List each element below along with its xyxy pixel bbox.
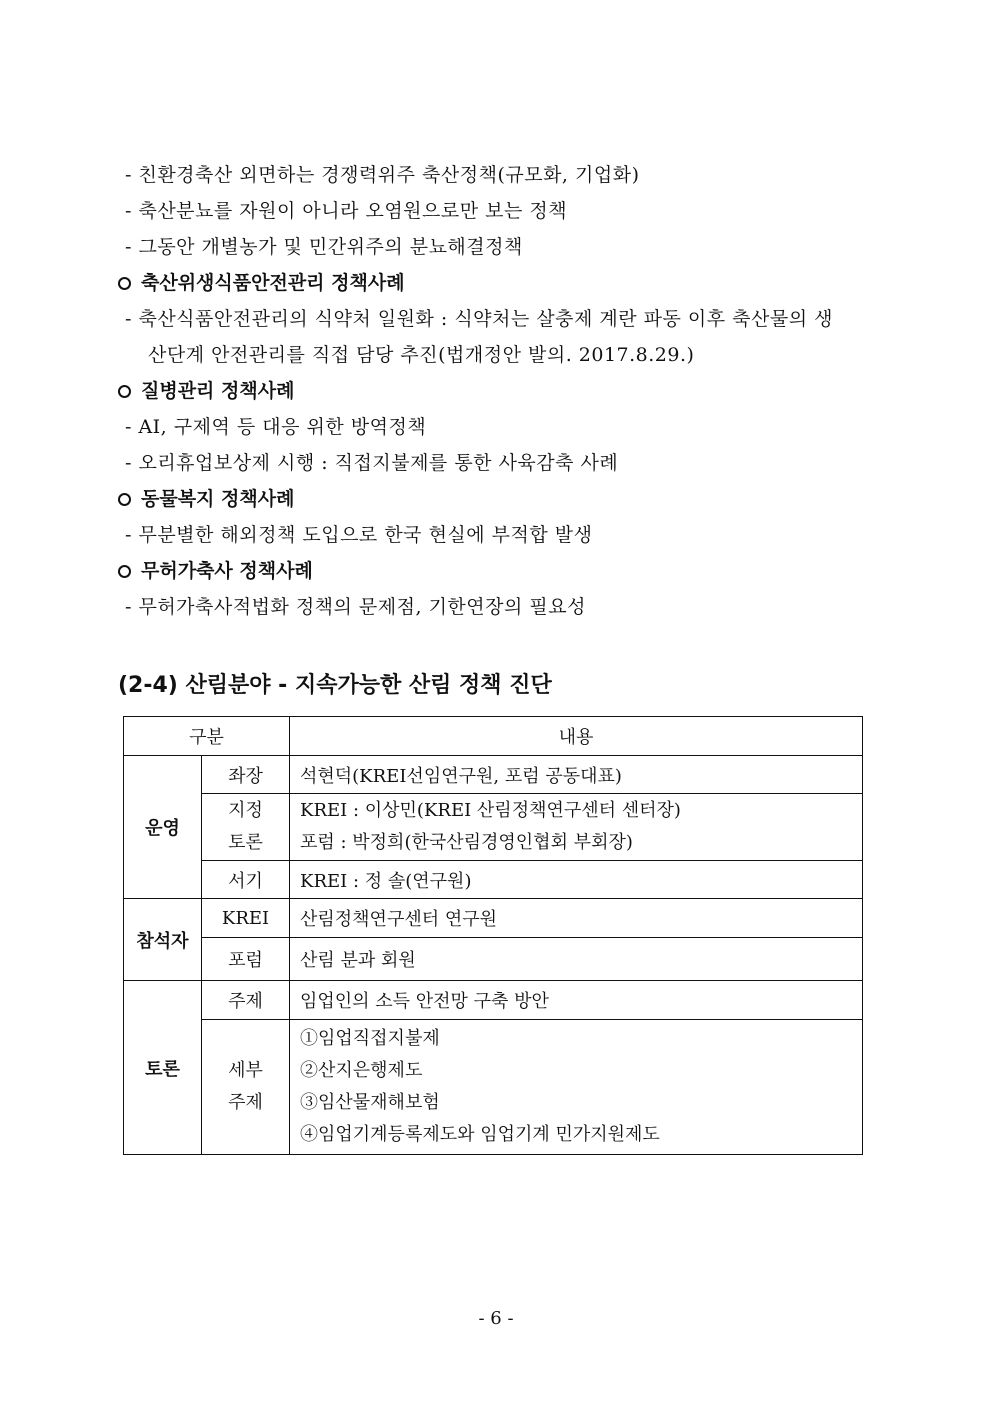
value-line: KREI : 이상민(KREI 산림정책연구센터 센터장) <box>300 800 681 821</box>
value-cell <box>290 794 863 861</box>
sub-line: 토론 <box>228 832 263 853</box>
value-cell: 산림정책연구센터 연구원 <box>290 899 863 938</box>
table-row <box>124 938 863 981</box>
table-row <box>124 794 863 861</box>
table-row <box>124 981 863 1020</box>
table-row <box>124 861 863 899</box>
text-line: - AI, 구제역 등 대응 위한 방역정책 <box>125 416 427 438</box>
circle-bullet-icon <box>118 277 131 290</box>
text-line: - 무분별한 해외정책 도입으로 한국 현실에 부적합 발생 <box>125 524 593 546</box>
table-row <box>124 1020 863 1155</box>
sub-cell <box>202 1020 290 1155</box>
info-table <box>123 716 863 1155</box>
subheading-label: 질병관리 정책사례 <box>141 380 295 402</box>
header-cell: 구분 <box>124 717 290 756</box>
subheading-label: 동물복지 정책사례 <box>141 488 295 510</box>
text-line: - 축산분뇨를 자원이 아니라 오염원으로만 보는 정책 <box>125 200 568 222</box>
circle-bullet-icon <box>118 493 131 506</box>
list-item: ③임산물재해보험 <box>300 1092 440 1113</box>
subheading <box>118 487 294 511</box>
section-title: (2-4) 산림분야 - 지속가능한 산림 정책 진단 <box>118 673 552 698</box>
subheading-label: 축산위생식품안전관리 정책사례 <box>141 272 405 294</box>
value-cell: KREI : 정 솔(연구원) <box>290 861 863 899</box>
sub-cell: 포럼 <box>202 938 290 981</box>
text-line: - 오리휴업보상제 시행 : 직접지불제를 통한 사육감축 사례 <box>125 452 619 474</box>
group-cell: 운영 <box>124 756 202 899</box>
text-line: 산단계 안전관리를 직접 담당 추진(법개정안 발의. 2017.8.29.) <box>148 344 695 366</box>
value-cell: 석현덕(KREI선임연구원, 포럼 공동대표) <box>290 756 863 794</box>
value-cell: 산림 분과 회원 <box>290 938 863 981</box>
circle-bullet-icon <box>118 565 131 578</box>
header-cell: 내용 <box>290 717 863 756</box>
text-line: - 축산식품안전관리의 식약처 일원화 : 식약처는 살충제 계란 파동 이후 축산물의 생 <box>125 308 833 330</box>
value-cell: 임업인의 소득 안전망 구축 방안 <box>290 981 863 1020</box>
sub-cell: 좌장 <box>202 756 290 794</box>
group-cell: 토론 <box>124 981 202 1155</box>
text-line: - 친환경축산 외면하는 경쟁력위주 축산정책(규모화, 기업화) <box>125 164 640 186</box>
sub-line: 지정 <box>228 800 263 821</box>
table-header-row <box>124 717 863 756</box>
subheading <box>118 271 405 295</box>
page-number: - 6 - <box>478 1308 514 1329</box>
sub-cell: 서기 <box>202 861 290 899</box>
sub-line: 세부 <box>228 1060 263 1081</box>
sub-line: 주제 <box>228 1092 263 1113</box>
table-row <box>124 899 863 938</box>
list-item: ④임업기계등록제도와 임업기계 민가지원제도 <box>300 1124 660 1145</box>
value-cell <box>290 1020 863 1155</box>
sub-cell: 주제 <box>202 981 290 1020</box>
list-item: ①임업직접지불제 <box>300 1028 440 1049</box>
sub-cell <box>202 794 290 861</box>
group-cell: 참석자 <box>124 899 202 981</box>
subheading <box>118 379 294 403</box>
subheading <box>118 559 313 583</box>
table-row <box>124 756 863 794</box>
text-line: - 그동안 개별농가 및 민간위주의 분뇨해결정책 <box>125 236 523 258</box>
circle-bullet-icon <box>118 385 131 398</box>
sub-cell: KREI <box>202 899 290 938</box>
text-line: - 무허가축사적법화 정책의 문제점, 기한연장의 필요성 <box>125 596 586 618</box>
list-item: ②산지은행제도 <box>300 1060 423 1081</box>
value-line: 포럼 : 박정희(한국산림경영인협회 부회장) <box>300 832 633 853</box>
subheading-label: 무허가축사 정책사례 <box>141 560 313 582</box>
